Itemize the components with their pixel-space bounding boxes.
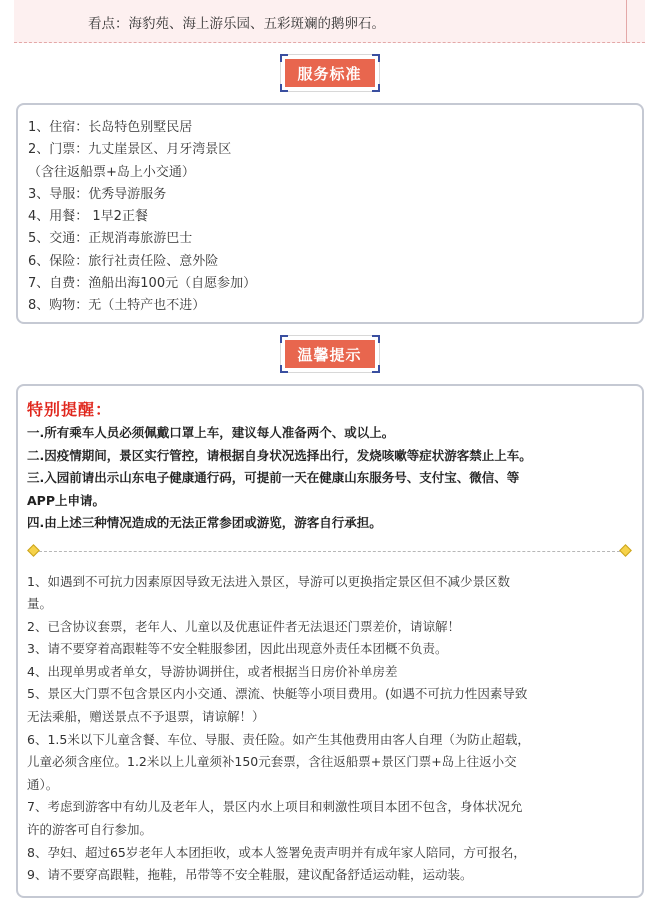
special-reminder-line: 三.入园前请出示山东电子健康通行码，可提前一天在健康山东服务号、支付宝、微信、等 — [27, 470, 520, 485]
tips-banner — [280, 335, 380, 373]
sights-text: 看点：海豹苑、海上游乐园、五彩斑斓的鹅卵石。 — [88, 16, 385, 32]
note-line: 无法乘船，赠送景点不予退票，请谅解！） — [27, 709, 265, 725]
service-item: 2、门票：九丈崖景区、月牙湾景区 — [28, 142, 232, 158]
service-box — [16, 103, 644, 324]
service-item: 6、保险：旅行社责任险、意外险 — [28, 253, 219, 269]
note-line: 4、出现单男或者单女，导游协调拼住，或者根据当日房价补单房差 — [27, 663, 398, 679]
tips-box — [16, 384, 644, 898]
special-reminder-line: 四.由上述三种情况造成的无法正常参团或游览，游客自行承担。 — [27, 515, 382, 530]
note-line: 2、已含协议套票，老年人、儿童以及优惠证件者无法退还门票差价，请谅解！ — [27, 618, 460, 634]
service-banner-label: 服务标准 — [285, 59, 375, 87]
special-reminder-line: 二.因疫情期间，景区实行管控，请根据自身状况选择出行，发烧咳嗽等症状游客禁止上车。 — [27, 447, 532, 463]
note-line: 6、1.5米以下儿童含餐、车位、导服、责任险。如产生其他费用由客人自理（为防止超载， — [27, 731, 530, 747]
note-line: 通）。 — [27, 776, 59, 792]
special-reminder-title: 特别提醒： — [27, 400, 113, 419]
service-item: 8、购物：无（土特产也不进） — [28, 298, 206, 314]
special-reminder-line: APP上申请。 — [27, 492, 105, 508]
note-line: 许的游客可自行参加。 — [27, 822, 153, 838]
special-reminder-line: 一.所有乘车人员必须佩戴口罩上车，建议每人准备两个、或以上。 — [27, 425, 395, 440]
note-line: 8、孕妇、超过65岁老年人本团拒收，或本人签署免责声明并有成年家人陪同，方可报名， — [27, 844, 526, 860]
service-item: 4、用餐： 1早2正餐 — [28, 209, 148, 225]
note-line: 9、请不要穿高跟鞋，拖鞋，吊带等不安全鞋服，建议配备舒适运动鞋，运动装。 — [27, 867, 473, 883]
note-line: 量。 — [27, 596, 53, 612]
service-item: 5、交通：正规消毒旅游巴士 — [28, 231, 193, 247]
note-line: 儿童必须含座位。1.2米以上儿童须补150元套票，含往返船票+景区门票+岛上往返小交 — [27, 754, 517, 770]
note-line: 7、考虑到游客中有幼儿及老年人，景区内水上项目和刺激性项目本团不包含，身体状况允 — [27, 799, 523, 815]
service-banner — [280, 54, 380, 92]
note-line: 3、请不要穿着高跟鞋等不安全鞋服参团，因此出现意外责任本团概不负责。 — [27, 641, 448, 657]
strip-divider — [626, 0, 627, 43]
note-line: 5、景区大门票不包含景区内小交通、漂流、快艇等小项目费用。(如遇不可抗力性因素导致 — [27, 686, 528, 702]
sights-strip — [14, 0, 645, 43]
note-line: 1、如遇到不可抗力因素原因导致无法进入景区，导游可以更换指定景区但不减少景区数 — [27, 573, 510, 589]
diamond-icon — [619, 544, 632, 557]
tips-banner-label: 温馨提示 — [285, 340, 375, 368]
service-item: 3、导服：优秀导游服务 — [28, 186, 167, 202]
service-item: 7、自费：渔船出海100元（自愿参加） — [28, 276, 257, 292]
service-item: （含往返船票+岛上小交通） — [28, 164, 195, 180]
service-item: 1、住宿：长岛特色别墅民居 — [28, 120, 193, 135]
divider-line — [39, 551, 620, 552]
dashed-divider — [27, 541, 632, 563]
diamond-icon — [27, 544, 40, 557]
